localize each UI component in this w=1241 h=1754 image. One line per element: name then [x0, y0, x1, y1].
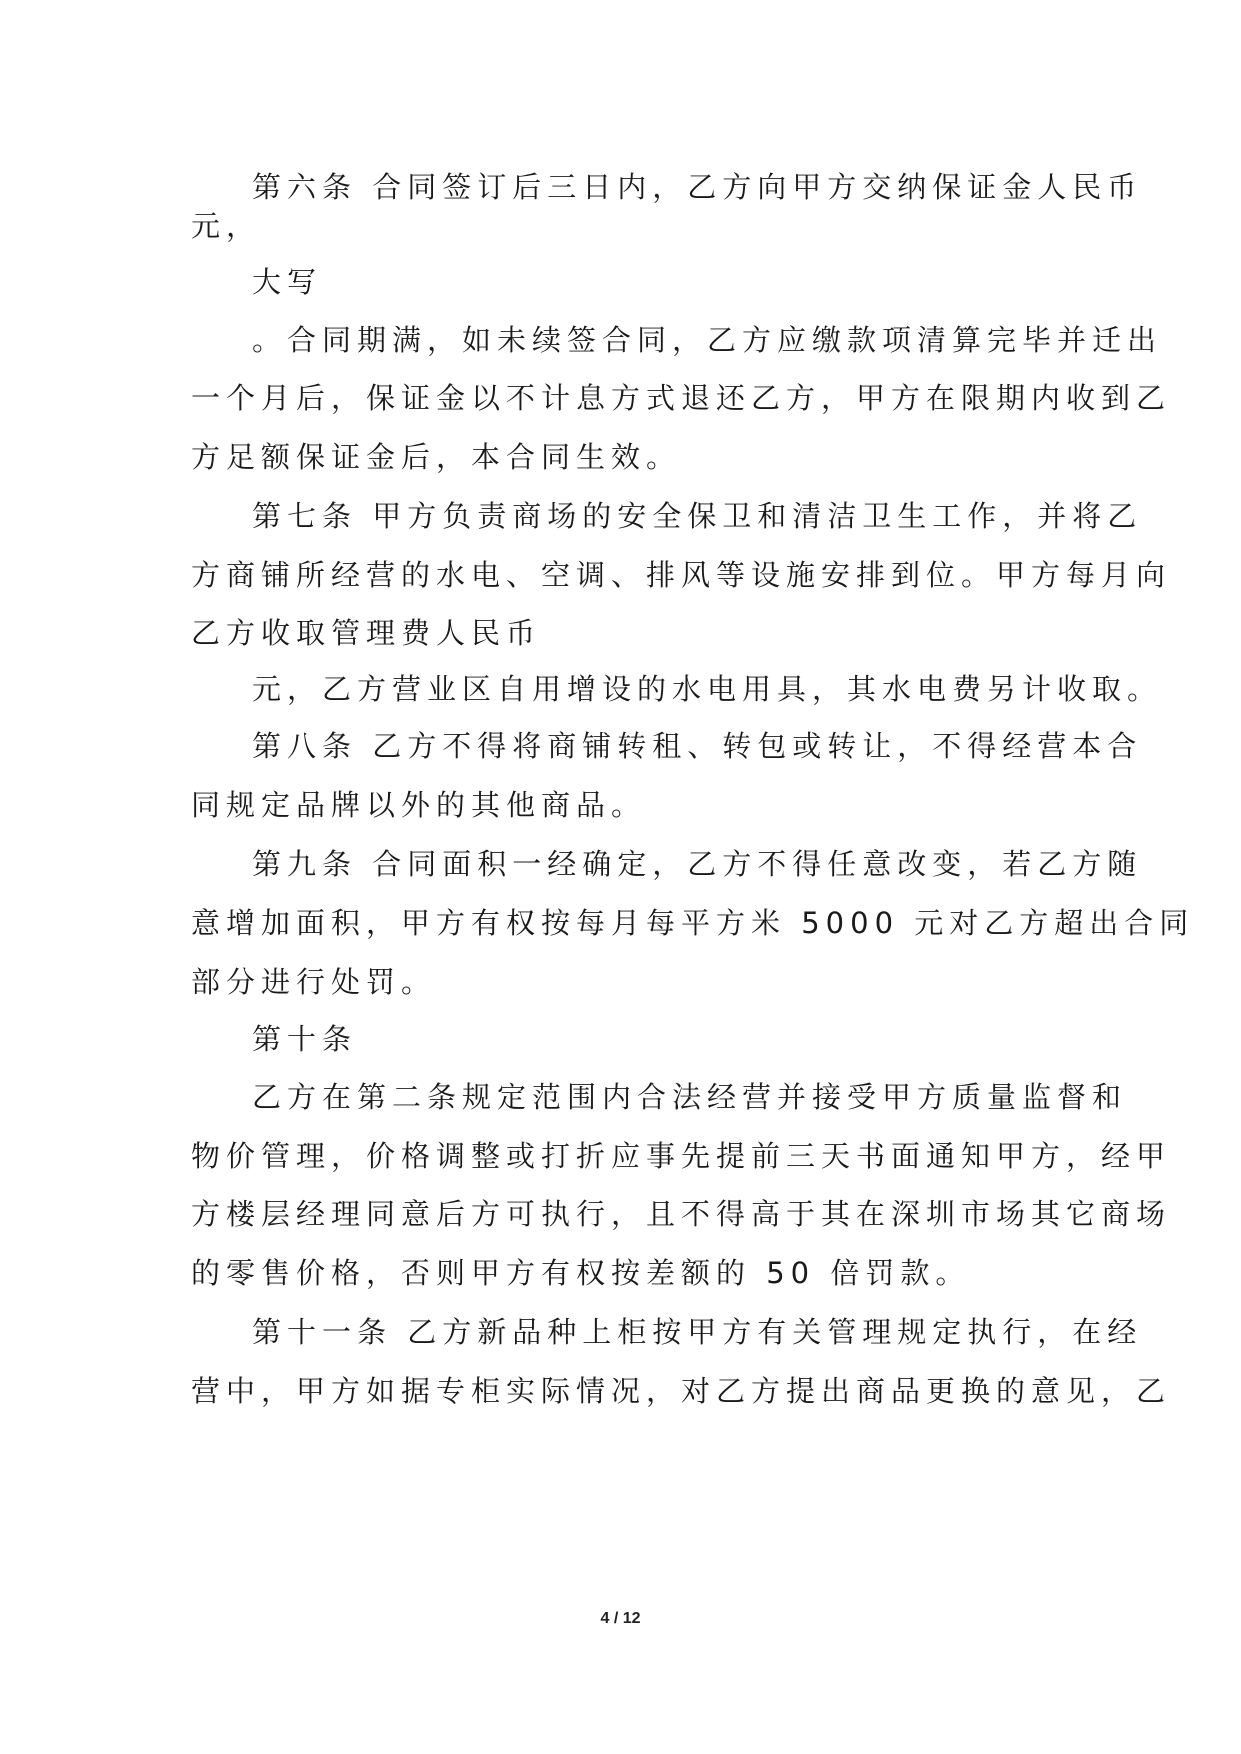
text-line: 乙方在第二条规定范围内合法经营并接受甲方质量监督和 — [252, 1080, 1128, 1114]
text-line: 营中，甲方如据专柜实际情况，对乙方提出商品更换的意见，乙 — [191, 1374, 1172, 1408]
text-line: 元， — [191, 209, 262, 243]
page-number: 4 / 12 — [600, 1610, 641, 1627]
text-line: 的零售价格，否则甲方有权按差额的 50 倍罚款。 — [191, 1256, 971, 1290]
text-line: 第八条 乙方不得将商铺转租、转包或转让，不得经营本合 — [252, 729, 1143, 763]
text-line: 第六条 合同签订后三日内，乙方向甲方交纳保证金人民币 — [252, 170, 1143, 204]
text-line: 方商铺所经营的水电、空调、排风等设施安排到位。甲方每月向 — [191, 558, 1172, 592]
text-line: 乙方收取管理费人民币 — [191, 616, 542, 650]
text-line: 大写 — [252, 265, 323, 299]
text-line: 物价管理，价格调整或打折应事先提前三天书面通知甲方，经甲 — [191, 1139, 1172, 1173]
text-line: 方楼层经理同意后方可执行，且不得高于其在深圳市场其它商场 — [191, 1197, 1172, 1231]
text-line: 方足额保证金后，本合同生效。 — [191, 440, 682, 474]
text-line: 。合同期满，如未续签合同，乙方应缴款项清算完毕并迁出 — [252, 323, 1163, 357]
text-line: 第十一条 乙方新品种上柜按甲方有关管理规定执行，在经 — [252, 1315, 1143, 1349]
text-line: 第十条 — [252, 1022, 358, 1056]
text-line: 意增加面积，甲方有权按每月每平方米 5000 元对乙方超出合同 — [191, 906, 1195, 940]
text-line: 同规定品牌以外的其他商品。 — [191, 788, 647, 822]
text-line: 部分进行处罚。 — [191, 965, 437, 999]
text-line: 元，乙方营业区自用增设的水电用具，其水电费另计收取。 — [252, 672, 1163, 706]
text-line: 第七条 甲方负责商场的安全保卫和清洁卫生工作，并将乙 — [252, 499, 1143, 533]
text-line: 第九条 合同面积一经确定，乙方不得任意改变，若乙方随 — [252, 847, 1143, 881]
text-line: 一个月后，保证金以不计息方式退还乙方，甲方在限期内收到乙 — [191, 381, 1172, 415]
